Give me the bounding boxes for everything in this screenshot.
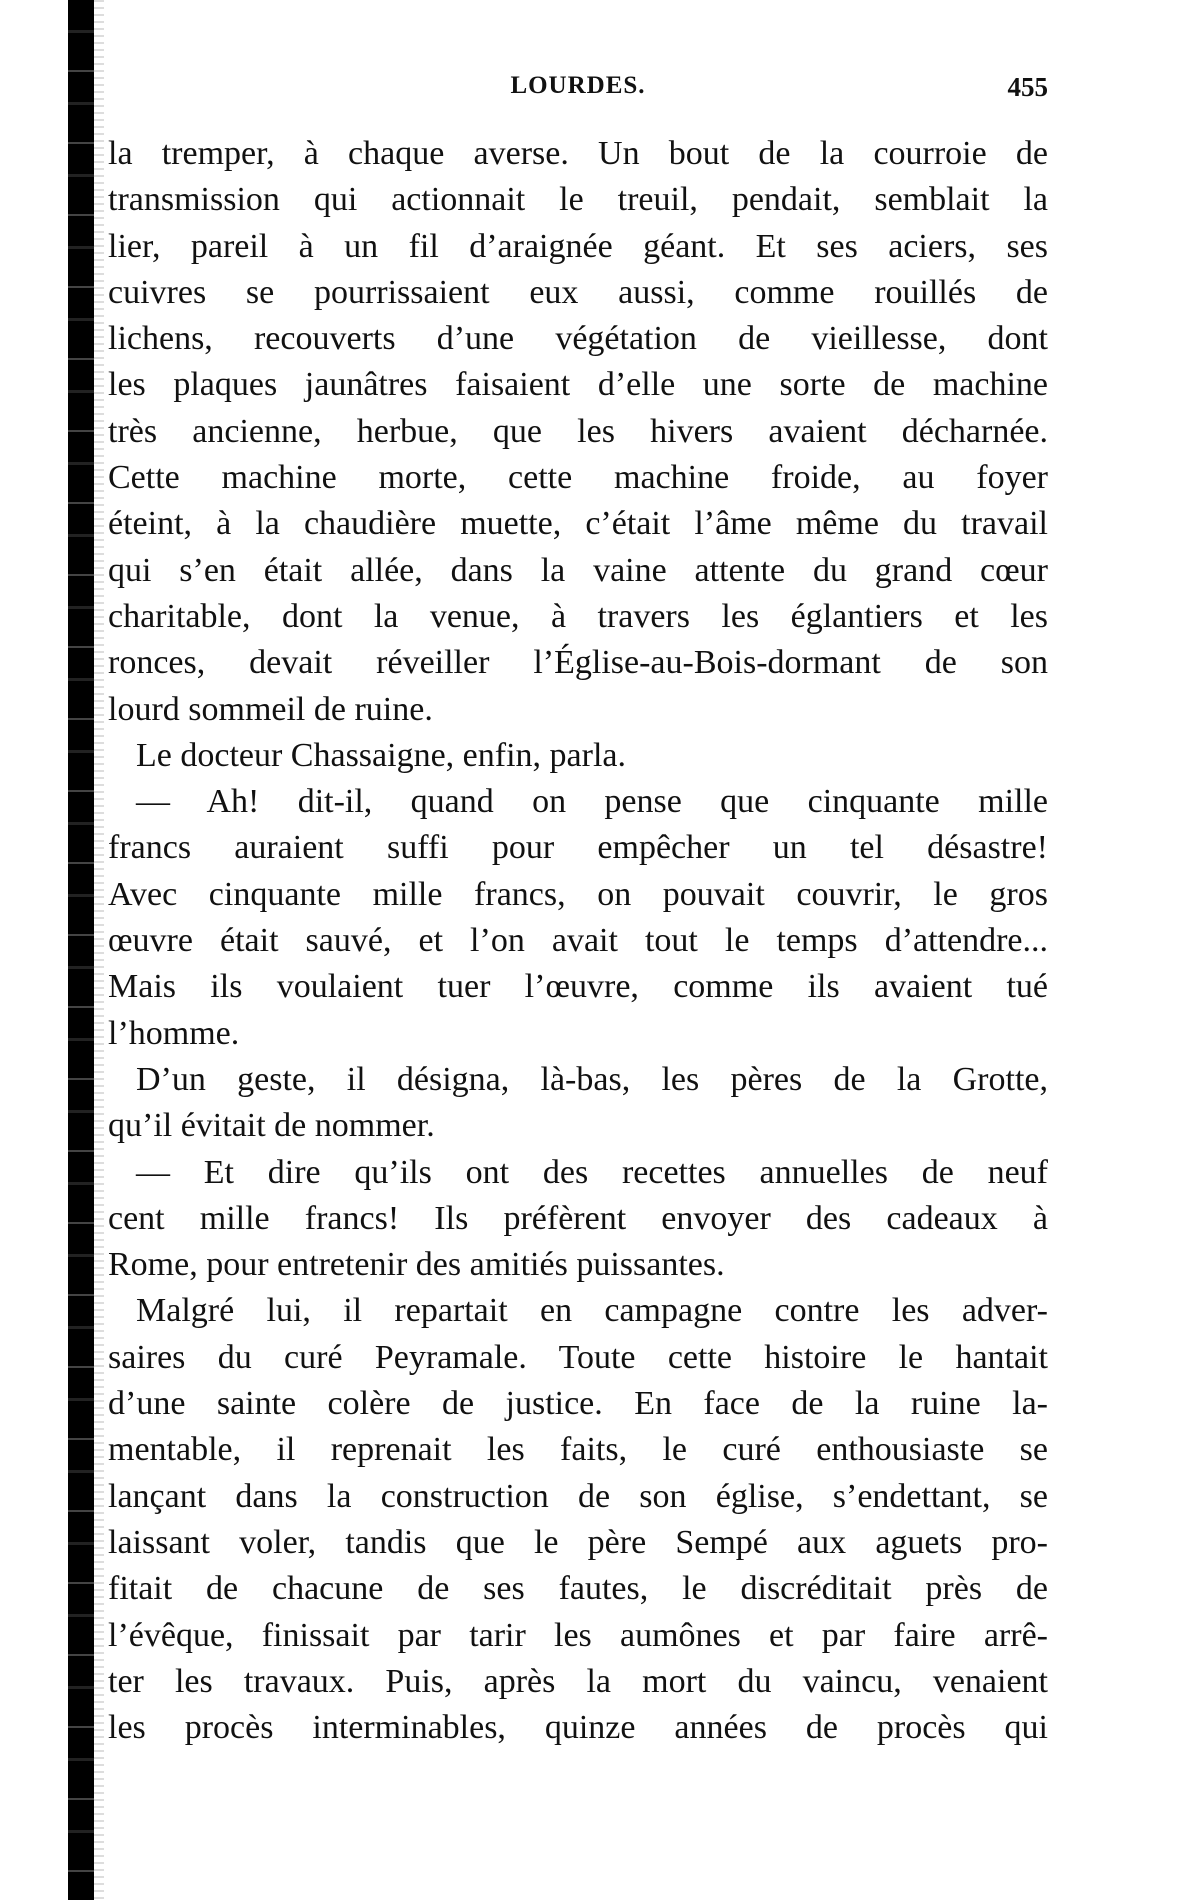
text-line: les procès interminables, quinze années de procès qui xyxy=(108,1709,1048,1747)
text-line: fitait de chacune de ses fautes, le discréditait près de xyxy=(108,1570,1048,1608)
text-line: Le docteur Chassaigne, enfin, parla. xyxy=(136,736,626,774)
page-number: 455 xyxy=(1007,72,1048,102)
text-line: laissant voler, tandis que le père Sempé aux aguets pro- xyxy=(108,1523,1048,1561)
text-line: cuivres se pourrissaient eux aussi, comme rouillés de xyxy=(108,273,1048,311)
text-line: très ancienne, herbue, que les hivers avaient décharnée. xyxy=(108,412,1048,450)
text-line: charitable, dont la venue, à travers les églantiers et les xyxy=(108,597,1048,635)
text-line: l’homme. xyxy=(108,1014,240,1052)
text-line: — Ah! dit-il, quand on pense que cinquante mille xyxy=(136,783,1048,821)
text-line: francs auraient suffi pour empêcher un tel désastre! xyxy=(108,829,1048,867)
text-line: lichens, recouverts d’une végétation de vieillesse, dont xyxy=(108,320,1048,358)
text-line: Malgré lui, il repartait en campagne contre les adver- xyxy=(136,1292,1048,1330)
text-line: Cette machine morte, cette machine froide, au foyer xyxy=(108,459,1048,497)
text-line: œuvre était sauvé, et l’on avait tout le temps d’attendre... xyxy=(108,922,1048,960)
text-line: — Et dire qu’ils ont des recettes annuelles de neuf xyxy=(136,1153,1048,1191)
running-title: LOURDES. xyxy=(510,72,646,99)
text-line: qu’il évitait de nommer. xyxy=(108,1107,435,1145)
body-text xyxy=(108,131,1048,1751)
page-header xyxy=(108,72,1048,112)
text-line: ter les travaux. Puis, après la mort du vaincu, venaient xyxy=(108,1662,1048,1700)
text-line: Rome, pour entretenir des amitiés puissantes. xyxy=(108,1246,725,1284)
text-line: qui s’en était allée, dans la vaine attente du grand cœur xyxy=(108,551,1048,589)
text-line: D’un geste, il désigna, là-bas, les pères de la Grotte, xyxy=(136,1060,1048,1098)
text-line: lourd sommeil de ruine. xyxy=(108,690,433,728)
page-gutter-shadow xyxy=(94,0,104,1900)
text-line: éteint, à la chaudière muette, c’était l’âme même du travail xyxy=(108,505,1048,543)
text-line: cent mille francs! Ils préfèrent envoyer des cadeaux à xyxy=(108,1199,1048,1237)
text-line: saires du curé Peyramale. Toute cette histoire le hantait xyxy=(108,1338,1048,1376)
text-line: d’une sainte colère de justice. En face de la ruine la- xyxy=(108,1385,1048,1423)
text-line: la tremper, à chaque averse. Un bout de la courroie de xyxy=(108,135,1048,172)
book-binding-edge xyxy=(68,0,94,1900)
text-line: Mais ils voulaient tuer l’œuvre, comme ils avaient tué xyxy=(108,968,1048,1006)
text-line: lier, pareil à un fil d’araignée géant. Et ses aciers, ses xyxy=(108,227,1048,265)
text-line: lançant dans la construction de son église, s’endettant, se xyxy=(108,1477,1048,1515)
text-line: mentable, il reprenait les faits, le curé enthousiaste se xyxy=(108,1431,1048,1469)
text-line: l’évêque, finissait par tarir les aumônes et par faire arrê- xyxy=(108,1616,1048,1654)
text-line: les plaques jaunâtres faisaient d’elle une sorte de machine xyxy=(108,366,1048,404)
text-line: ronces, devait réveiller l’Église-au-Bois-dormant de son xyxy=(108,644,1048,682)
text-line: Avec cinquante mille francs, on pouvait couvrir, le gros xyxy=(108,875,1048,913)
text-line: transmission qui actionnait le treuil, pendait, semblait la xyxy=(108,181,1048,219)
